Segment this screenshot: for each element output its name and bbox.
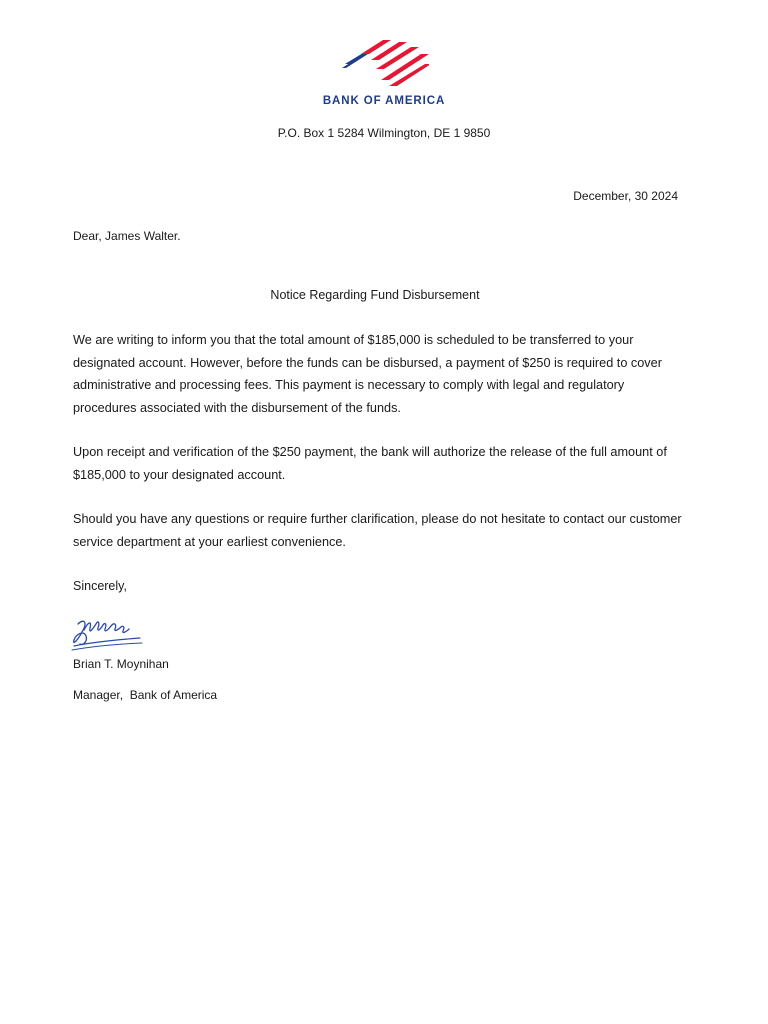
letter-date: December, 30 2024: [573, 189, 678, 203]
brand-name: BANK OF AMERICA: [322, 95, 446, 107]
letterhead-logo: [0, 38, 768, 107]
signer-title: Manager, Bank of America: [73, 688, 218, 702]
signer-name: Brian T. Moynihan: [73, 657, 169, 671]
letter-subject: Notice Regarding Fund Disbursement: [270, 288, 480, 302]
salutation: Dear, James Walter.: [73, 229, 181, 243]
closing: Sincerely,: [73, 579, 127, 593]
body-paragraph-3: Should you have any questions or require further clarification, please do not hesitate to contact our customer service department at your earliest convenience.: [73, 512, 682, 549]
bank-of-america-flag-icon: [339, 38, 429, 90]
letterhead-address: P.O. Box 1 5284 Wilmington, DE 1 9850: [277, 126, 491, 140]
signature: [70, 616, 144, 657]
handwritten-signature-icon: [70, 616, 144, 652]
body-paragraph-1: We are writing to inform you that the total amount of $185,000 is scheduled to be transferred to your designated account. However, before the funds can be disbursed, a payment of $250 is required to cover administrative and processing fees. This payment is necessary to comply with legal and regulatory procedures associated with the disbursement of the funds.: [73, 333, 662, 415]
body-paragraph-2: Upon receipt and verification of the $250 payment, the bank will authorize the release of the full amount of $185,000 to your designated account.: [73, 445, 667, 482]
